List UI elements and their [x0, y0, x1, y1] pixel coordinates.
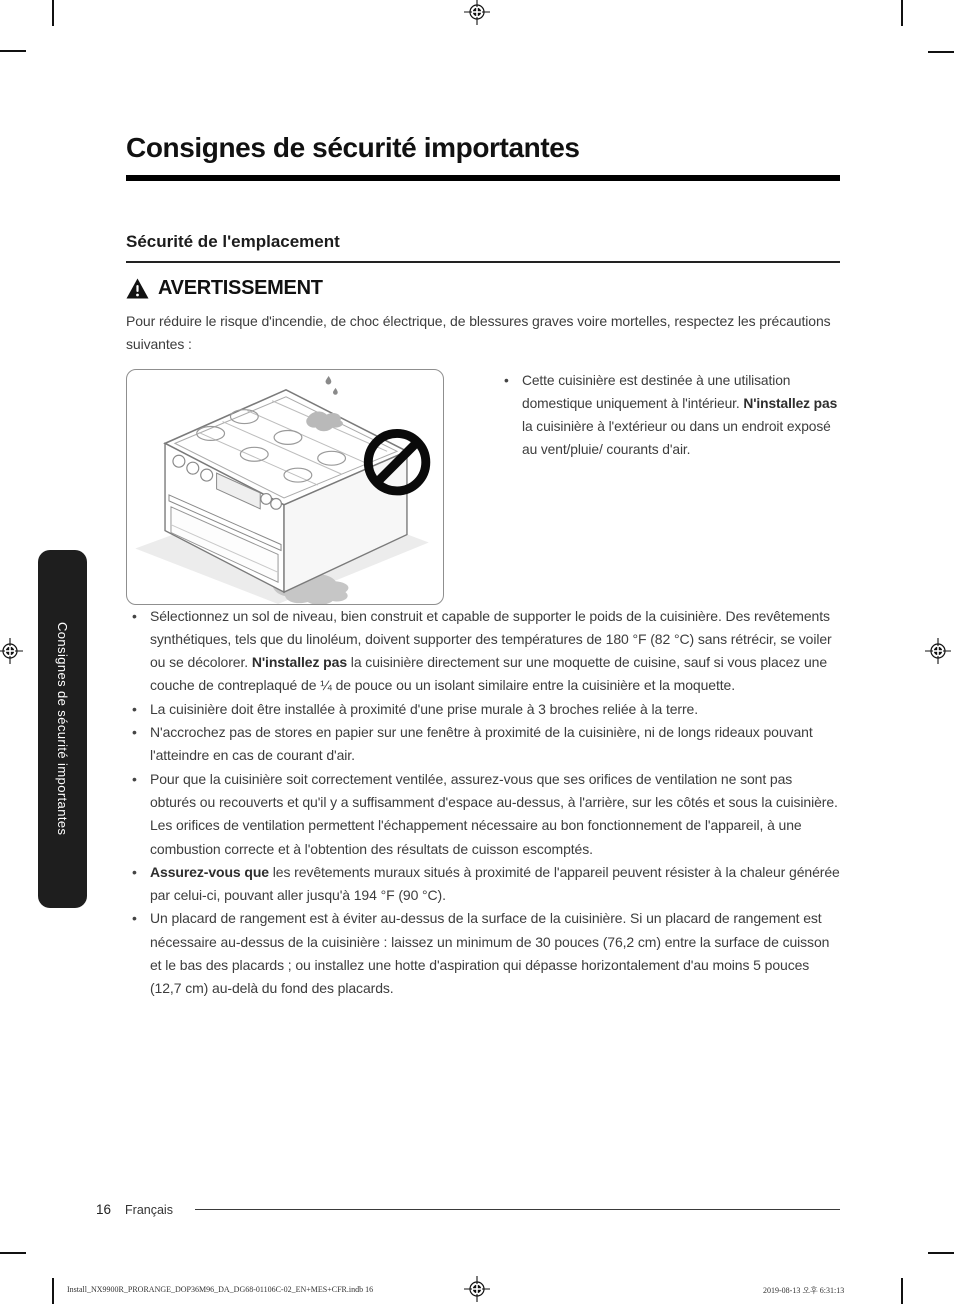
list-item [126, 861, 840, 908]
bullet-text: la cuisinière directement sur une moquette de cuisine, sauf si vous placez une couche de contreplaqué de ¼ de pouce ou un isolant similaire entre la cuisinière et la moquette. [150, 654, 828, 694]
figure-side-text [498, 369, 840, 605]
crop-mark-left-upper [0, 50, 26, 52]
warning-header [126, 277, 840, 300]
figure-row [126, 369, 840, 605]
page-footer [96, 1202, 840, 1217]
list-item [498, 369, 840, 462]
list-item [126, 907, 840, 1000]
figure-box [126, 369, 444, 605]
crop-mark-right-upper [928, 51, 954, 53]
list-item [126, 721, 840, 768]
print-file-name: Install_NX9900R_PRORANGE_DOP36M96_DA_DG68-01106C-02_EN+MES+CFR.indb 16 [67, 1285, 374, 1294]
bullet-bold-text: N'installez pas [743, 395, 838, 411]
bullet-bold-text: N'installez pas [251, 654, 348, 671]
page-title: Consignes de sécurité importantes [126, 132, 580, 163]
registration-mark-icon [0, 638, 23, 664]
title-rule [126, 175, 840, 181]
language-label: Français [125, 1202, 173, 1217]
bullet-text: Cette cuisinière est destinée à une utilisation domestique uniquement à l'intérieur. [522, 372, 791, 411]
list-item [126, 768, 840, 861]
list-item [126, 605, 840, 698]
bullet-text: les revêtements muraux situés à proximité de l'appareil peuvent résister à la chaleur générée par celui-ci, pouvant aller jusqu'à 194 °F (90 °C). [150, 863, 840, 904]
crop-mark-top-right [901, 0, 903, 26]
print-timestamp: 2019-08-13 오후 6:31:13 [763, 1286, 845, 1295]
crop-mark-right-lower [928, 1252, 954, 1254]
bullet-text: la cuisinière à l'extérieur ou dans un endroit exposé au vent/pluie/ courants d'air. [522, 419, 831, 458]
footer-rule [195, 1209, 840, 1211]
bullet-bold-text: Assurez-vous que [150, 863, 269, 880]
main-content [126, 0, 840, 1001]
registration-mark-icon [925, 638, 951, 664]
bullet-text: Pour que la cuisinière soit correctement ventilée, assurez-vous que ses orifices de ventilation ne sont pas obturés ou recouverts et qu'il y a suffisamment d'espace au-dessus, à l'arrière, sur les côtés et sous la cuisinière. Les orifices de ventilation permettent l'échappement nécessaire au bon fonctionnement de l'appareil, à une combustion correcte et à l'obtention des résultats de cuisson escomptés. [150, 770, 838, 857]
bullet-text: N'accrochez pas de stores en papier sur une fenêtre à proximité de la cuisinière, ni de longs rideaux pouvant l'atteindre en cas de courant d'air. [150, 724, 813, 764]
crop-mark-top-left [52, 0, 54, 26]
chapter-tab-label: Consignes de sécurité importantes [55, 622, 70, 836]
warning-label: AVERTISSEMENT [158, 277, 323, 299]
bullet-text: La cuisinière doit être installée à proximité d'une prise murale à 3 broches reliée à la terre. [150, 700, 699, 717]
range-no-water-illustration [127, 370, 443, 604]
warning-triangle-icon [126, 278, 149, 299]
page-number: 16 [96, 1202, 112, 1217]
chapter-tab [38, 550, 87, 908]
section-heading: Sécurité de l'emplacement [126, 231, 840, 263]
list-item [126, 698, 840, 721]
crop-mark-left-lower [0, 1252, 26, 1254]
print-footer [0, 1283, 954, 1297]
safety-bullet-list [126, 605, 840, 1001]
bullet-text: Sélectionnez un sol de niveau, bien construit et capable de supporter le poids de la cuisinière. Des revêtements synthétiques, tels que du linoléum, doivent supporter des températures de 180 °F (82 °C) sans rétrécir, se voiler ou se décolorer. [150, 607, 832, 671]
intro-paragraph: Pour réduire le risque d'incendie, de choc électrique, de blessures graves voire mortelles, respectez les précautions suivantes : [126, 313, 831, 353]
bullet-text: Un placard de rangement est à éviter au-dessus de la surface de la cuisinière. Si un placard de rangement est nécessaire au-dessus de la cuisinière : laissez un minimum de 30 pouces (76,2 cm) entre la surface de cuisson et le bas des placards ; ou installez une hotte d'aspiration qui dépasse horizontalement d'au moins 5 pouces (12,7 cm) au-delà du fond des placards. [150, 910, 830, 997]
